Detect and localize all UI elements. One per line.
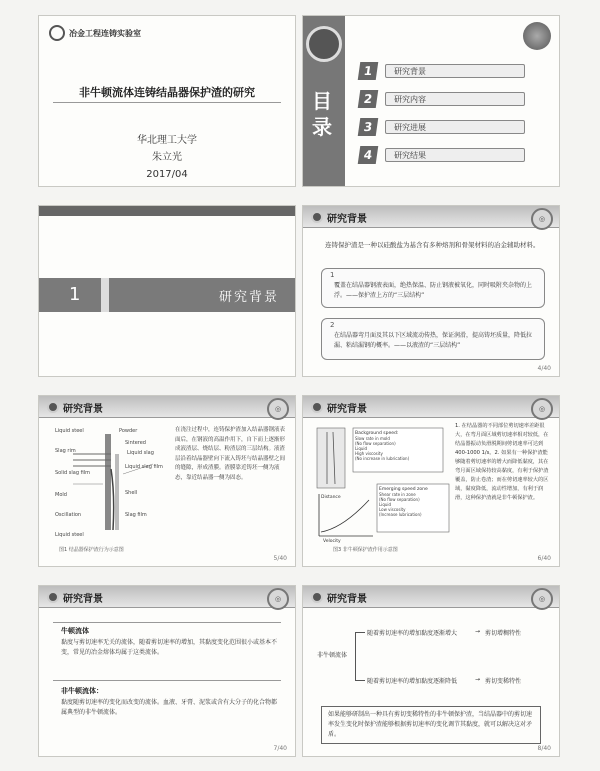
- label-slag-film: Slag film: [125, 512, 147, 518]
- svg-text:(No flow separation): (No flow separation): [355, 441, 396, 446]
- page-number: 4/40: [537, 365, 551, 372]
- section-band-separator: [101, 278, 109, 312]
- divider: [53, 102, 281, 103]
- svg-text:High viscosity: High viscosity: [355, 451, 383, 456]
- label-shell: Shell: [125, 490, 138, 496]
- flow-result-1: 剪切增稠特性: [485, 630, 522, 637]
- svg-text:Background speed:: Background speed:: [355, 431, 399, 436]
- page-number: 6/40: [537, 555, 551, 562]
- divider: [53, 622, 281, 623]
- svg-text:(No increase in lubrication): (No increase in lubrication): [355, 456, 410, 461]
- figure-caption: 图1 结晶器保护渣行为示意图: [59, 547, 124, 553]
- slide-header: 研究背景: [303, 586, 559, 608]
- page-number: 5/40: [273, 555, 287, 562]
- date: 2017/04: [146, 169, 188, 180]
- bullet-icon: [311, 401, 323, 413]
- slide-title: [38, 15, 296, 187]
- function-box-2: 2 在结晶器弯月面及其以下区域流动传热，保证润滑，提高铸坯质量，降低拉漏、粘结漏钢的概率。——以液渣的“三层结构”: [321, 318, 545, 360]
- university-seal-icon: ◎: [267, 398, 289, 420]
- lab-logo-icon: [49, 25, 65, 41]
- flow-branch-2: 随着剪切速率的增加黏度逐渐降低: [367, 678, 458, 685]
- slide-header: 研究背景: [39, 396, 295, 418]
- bullet-icon: [47, 401, 59, 413]
- presentation-title: 非牛顿流体连铸结晶器保护渣的研究: [79, 86, 255, 99]
- university-seal-icon: [306, 26, 342, 62]
- author: 朱立光: [152, 152, 182, 163]
- intro-text: 连铸保护渣是一种以硅酸盐为基含有多种熔剂和骨架材料的冶金辅助材料。: [325, 241, 540, 249]
- svg-text:Emerging speed zone: Emerging speed zone: [379, 487, 428, 492]
- label-sintered: Sintered: [125, 440, 146, 446]
- flow-root: 非牛顿流体: [317, 652, 348, 659]
- label-liquid-film: Liquid slag film: [125, 464, 163, 470]
- shear-rate-explanation: 1. 在结晶器的不同部位剪切速率差距很大，在弯月面区域剪切速率相对较低，在结晶器振动负滑脱期间剪切速率可达到400-1000 1/s。2. 如果有一种保护渣能够随着剪切速率的增大而降低黏度，其在弯月面区域保持较高黏度，有利于保护渣覆盖，防止卷渣；而在剪切速率较大的区域，黏度降低，流动性增加，有利于润滑，这种保护渣就是非牛顿保护渣。: [455, 423, 549, 501]
- toc-item-1: 1 研究背景: [359, 62, 525, 80]
- label-powder: Powder: [119, 428, 138, 434]
- svg-text:(Increase lubrication): (Increase lubrication): [379, 512, 422, 517]
- mold-description: 在浇注过程中，连铸保护渣加入结晶器钢液表面后，在钢液的高温作用下，自下而上逐渐形成液渣层、烧结层、粉渣层的三层结构。液渣层沿着结晶器壁向下流入铸坯与结晶器壁之间的缝隙，形成渣膜。渣膜靠近铸坯一侧为液态，靠近结晶器一侧为固态。: [175, 427, 286, 481]
- function-box-1: 1 覆盖在结晶器钢液表面，绝热保温、防止钢液被氧化，同时吸附夹杂物的上浮。——保护渣上方的“三层结构”: [321, 268, 545, 308]
- svg-text:Liquid: Liquid: [355, 446, 368, 451]
- figure-caption: 图3 非牛顿保护渣作用示意图: [333, 547, 398, 553]
- label-mold: Mold: [55, 492, 67, 498]
- label-liquid-steel: Liquid steel: [55, 428, 84, 434]
- bullet-icon: [47, 591, 59, 603]
- university: 华北理工大学: [137, 135, 197, 146]
- slide-section-divider: [38, 205, 296, 377]
- svg-text:(No flow separation): (No flow separation): [379, 497, 420, 502]
- slide-background-4: [38, 585, 296, 757]
- svg-text:Low viscosity: Low viscosity: [379, 507, 406, 512]
- toc-sidebar: [303, 16, 345, 186]
- flow-connector: [355, 632, 356, 680]
- slide-background-1: [302, 205, 560, 377]
- divider: [53, 680, 281, 681]
- flow-arrow-icon: →: [475, 628, 481, 635]
- page-number: 8/40: [537, 745, 551, 752]
- toc-item-4: 4 研究结果: [359, 146, 525, 164]
- university-seal-icon: ◎: [267, 588, 289, 610]
- university-seal-icon: ◎: [531, 588, 553, 610]
- svg-text:Velocity: Velocity: [323, 539, 341, 544]
- non-newtonian-text: 黏度随剪切速率的变化而改变的流体。血液、牙膏、泥浆或含有大分子的化合物都属典型的非牛顿流体。: [61, 699, 278, 716]
- flow-connector: [355, 680, 365, 681]
- flow-result-2: 剪切变稀特性: [485, 678, 522, 685]
- svg-text:Liquid: Liquid: [379, 502, 392, 507]
- svg-text:Shear rate in zone: Shear rate in zone: [379, 492, 416, 497]
- presenter-info: [39, 132, 295, 183]
- flow-arrow-icon: →: [475, 676, 481, 683]
- slide-header: 研究背景: [303, 206, 559, 228]
- toc-item-2: 2 研究内容: [359, 90, 525, 108]
- label-liquid-slag: Liquid slag: [127, 450, 154, 456]
- toc-item-3: 3 研究进展: [359, 118, 525, 136]
- top-bar: [39, 206, 295, 216]
- newtonian-heading: 牛顿流体: [61, 627, 89, 635]
- non-newtonian-heading: 非牛顿流体：: [61, 687, 103, 695]
- toc-heading: 目 录: [312, 89, 332, 139]
- slide-header: 研究背景: [39, 586, 295, 608]
- slide-contents: [302, 15, 560, 187]
- slide-background-5: [302, 585, 560, 757]
- svg-text:Distance: Distance: [321, 495, 341, 500]
- label-solid-film: Solid slag film: [55, 470, 91, 476]
- section-title: 研究背景: [218, 290, 279, 305]
- university-seal-icon: ◎: [531, 398, 553, 420]
- slide-background-3: [302, 395, 560, 567]
- flow-branch-1: 随着剪切速率的增加黏度逐渐增大: [367, 630, 458, 637]
- slide-background-2: [38, 395, 296, 567]
- mold-slag-diagram: [53, 424, 171, 544]
- pushpin-icon: [523, 22, 551, 50]
- flow-connector: [355, 632, 365, 633]
- velocity-zone-diagram: [313, 424, 453, 544]
- label-slag-rim: Slag rim: [55, 448, 76, 454]
- slide-header: 研究背景: [303, 396, 559, 418]
- label-oscillation: Oscillation: [55, 512, 82, 518]
- svg-text:Slow rate in mold: Slow rate in mold: [355, 436, 390, 441]
- label-liquid-steel-2: Liquid steel: [55, 532, 84, 538]
- lab-logo: 冶金工程连铸实验室: [49, 24, 141, 42]
- section-number: 1: [69, 284, 81, 305]
- bullet-icon: [311, 591, 323, 603]
- page-number: 7/40: [273, 745, 287, 752]
- university-seal-icon: ◎: [531, 208, 553, 230]
- newtonian-text: 黏度与剪切速率无关的流体，随着剪切速率的增加，其黏度变化范围很小或基本不变，常见的冶金熔体均属于这类流体。: [61, 639, 278, 656]
- summary-box: 如果能够研制出一种具有剪切变稀特性的非牛顿保护渣，当结晶器中的剪切速率发生变化时保护渣能够根据剪切速率的变化调节其黏度，就可以解决这对矛盾。: [321, 706, 541, 744]
- bullet-icon: [311, 211, 323, 223]
